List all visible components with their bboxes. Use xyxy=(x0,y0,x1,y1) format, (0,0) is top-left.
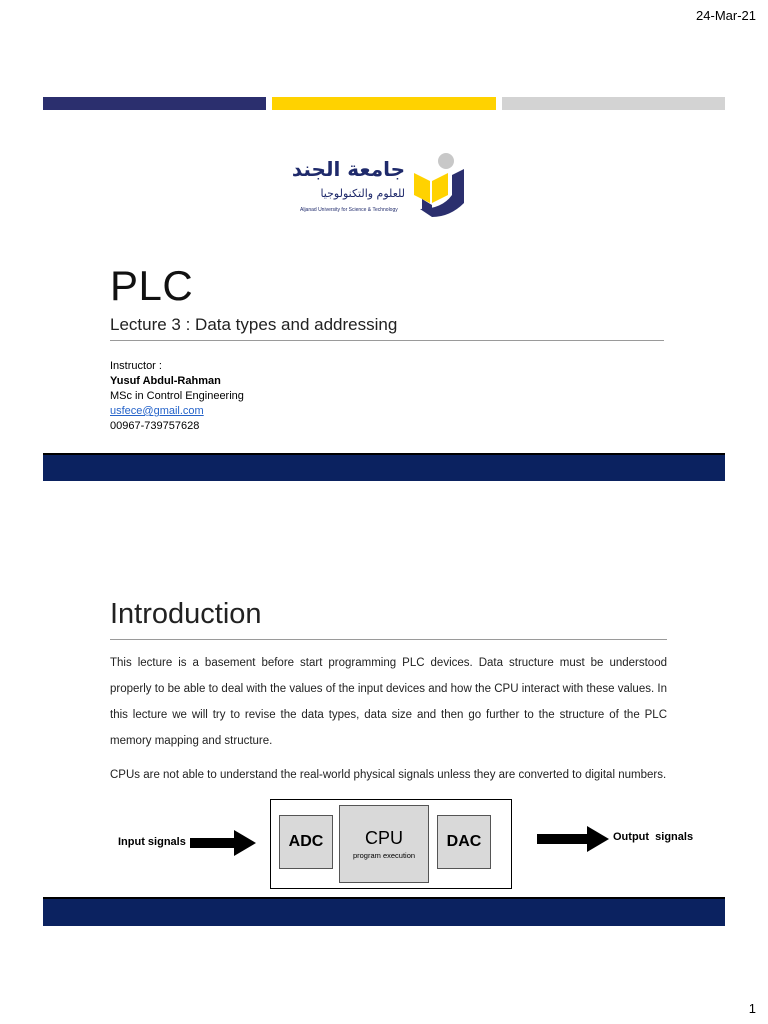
cpu-block xyxy=(339,805,429,883)
output-signals-label: Output signals xyxy=(613,831,694,843)
section-divider xyxy=(110,639,667,640)
intro-paragraph: This lecture is a basement before start programming PLC devices. Data structure must be understood properly to be able to deal with the values of the input devices and how the CPU interact with these values. In this lecture we will try to revise the data types, data size and then go further to the structure of the PLC memory mapping and structure. xyxy=(110,657,667,747)
instructor-phone: 00967-739757628 xyxy=(110,420,200,432)
slide-date: 24-Mar-21 xyxy=(696,8,756,23)
cpu-sublabel: program execution xyxy=(352,851,416,860)
instructor-name: Yusuf Abdul-Rahman xyxy=(110,375,221,387)
cpu-paragraph: CPUs are not able to understand the real-world physical signals unless they are converted to digital numbers. xyxy=(110,769,667,781)
instructor-info xyxy=(110,359,244,434)
page-number: 1 xyxy=(748,1001,756,1016)
adc-block: ADC xyxy=(279,815,333,869)
accent-bar-navy xyxy=(43,97,266,110)
dac-block: DAC xyxy=(437,815,491,869)
cpu-label: CPU xyxy=(364,828,403,848)
logo-mark-icon xyxy=(408,151,472,221)
input-signals-label: Input signals xyxy=(118,836,186,848)
instructor-label: Instructor : xyxy=(110,360,162,372)
accent-bar-yellow xyxy=(272,97,496,110)
university-logo xyxy=(280,143,480,223)
input-arrow-icon xyxy=(190,830,256,856)
signal-processing-diagram xyxy=(270,799,512,889)
logo-english-name: Aljanad University for Science & Technology xyxy=(300,207,398,213)
section-title: Introduction xyxy=(110,598,262,630)
title-divider xyxy=(110,340,664,341)
slide-title: PLC xyxy=(110,262,194,309)
output-arrow-icon xyxy=(537,826,609,852)
instructor-email-link[interactable]: usfece@gmail.com xyxy=(110,405,204,417)
logo-arabic-subtitle: للعلوم والتكنولوجيا xyxy=(320,187,405,200)
slide-subtitle: Lecture 3 : Data types and addressing xyxy=(110,315,398,334)
slide-footer-band-2 xyxy=(43,897,725,926)
instructor-degree: MSc in Control Engineering xyxy=(110,390,244,402)
logo-arabic-name: جامعة الجند xyxy=(291,157,405,181)
slide-footer-band xyxy=(43,453,725,481)
accent-bar-gray xyxy=(502,97,725,110)
